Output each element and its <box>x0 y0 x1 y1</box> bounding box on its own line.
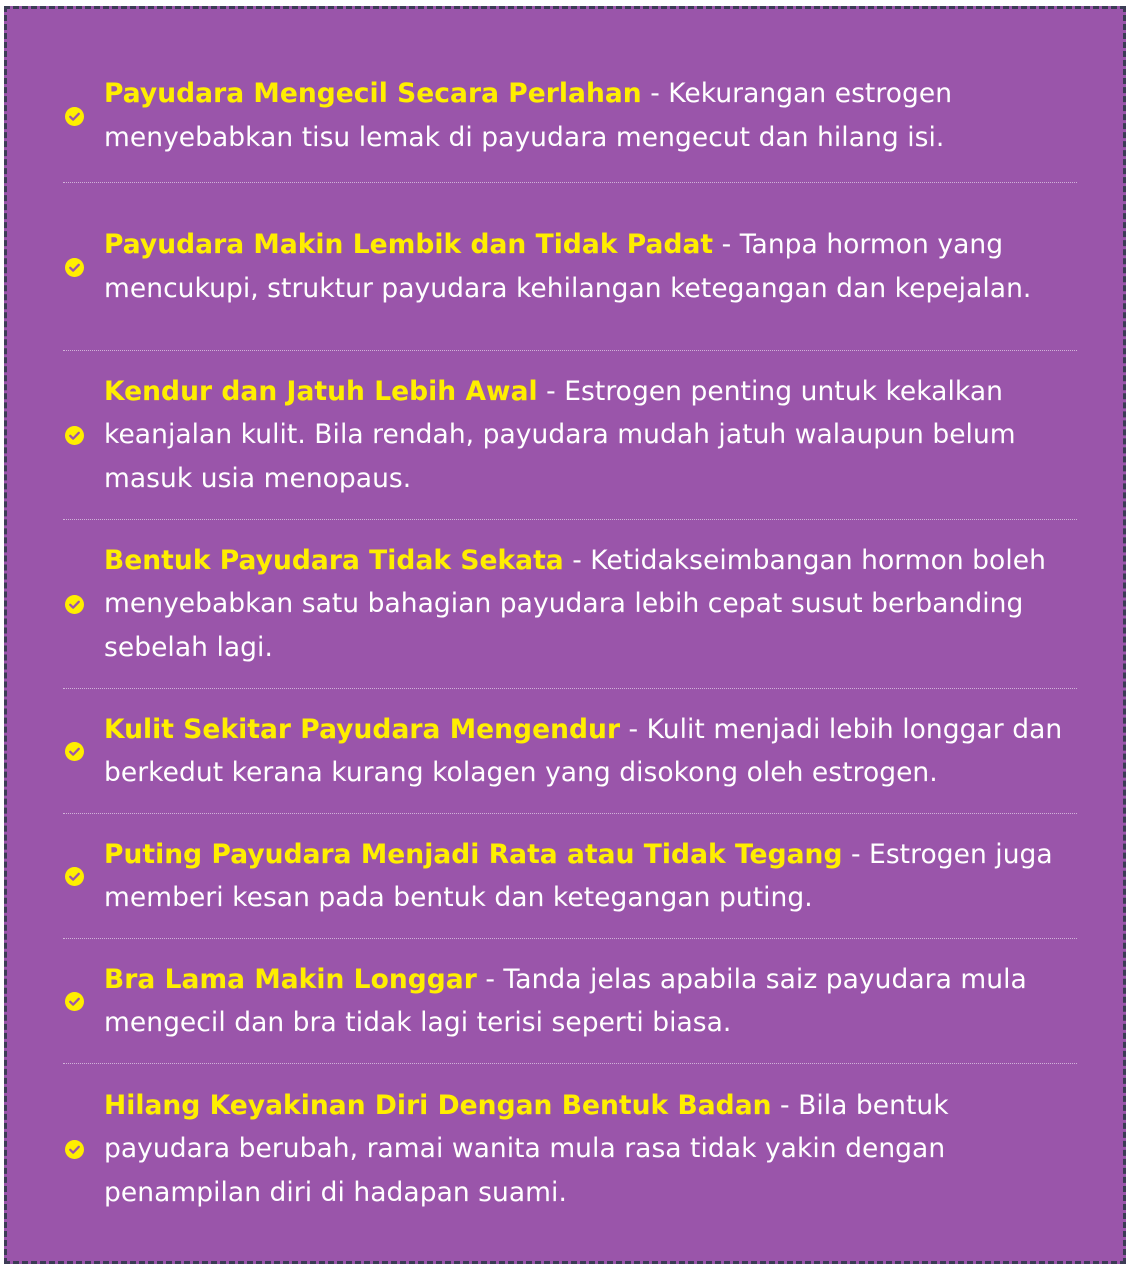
list-item <box>63 814 1077 939</box>
list-item <box>63 939 1077 1064</box>
list-item-text <box>104 708 1077 795</box>
check-circle-icon <box>65 992 84 1011</box>
check-circle-icon <box>65 258 84 277</box>
list-item-title: Bra Lama Makin Longgar <box>104 963 477 995</box>
list-item-text <box>104 72 1077 159</box>
list-item <box>63 49 1077 183</box>
check-circle-icon <box>65 107 84 126</box>
list-item-description: - Kekurangan estrogen menyebabkan tisu lemak di payudara mengecut dan hilang isi. <box>104 78 953 153</box>
list-item-description: - Tanpa hormon yang mencukupi, struktur payudara kehilangan ketegangan dan kepejalan. <box>104 229 1032 304</box>
list-item-text <box>104 1084 1077 1215</box>
symptom-list <box>63 49 1077 1234</box>
check-circle-icon <box>65 867 84 886</box>
list-item-title: Payudara Makin Lembik dan Tidak Padat <box>104 229 714 260</box>
check-circle-icon <box>65 595 84 614</box>
list-item-description: - Estrogen juga memberi kesan pada bentuk dan ketegangan puting. <box>104 838 1053 913</box>
list-item-description: - Estrogen penting untuk kekalkan keanjalan kulit. Bila rendah, payudara mudah jatuh walaupun belum masuk usia menopaus. <box>104 375 1016 494</box>
list-item-description: - Ketidakseimbangan hormon boleh menyebabkan satu bahagian payudara lebih cepat susut berbanding sebelah lagi. <box>104 544 1046 663</box>
list-item <box>63 1064 1077 1234</box>
list-item-title: Bentuk Payudara Tidak Sekata <box>104 544 564 576</box>
list-item-title: Payudara Mengecil Secara Perlahan <box>104 78 642 109</box>
list-item-text <box>104 958 1077 1045</box>
list-item-text <box>104 223 1077 310</box>
list-item-title: Hilang Keyakinan Diri Dengan Bentuk Badan <box>104 1089 772 1121</box>
list-item <box>63 520 1077 689</box>
list-item-description: - Tanda jelas apabila saiz payudara mula mengecil dan bra tidak lagi terisi seperti biasa. <box>104 963 1027 1038</box>
list-item-text <box>104 833 1077 920</box>
list-item-text <box>104 539 1077 670</box>
check-circle-icon <box>65 426 84 445</box>
list-item-description: - Kulit menjadi lebih longgar dan berkedut kerana kurang kolagen yang disokong oleh estrogen. <box>104 713 1063 788</box>
list-item-text <box>104 370 1077 501</box>
list-item <box>63 351 1077 520</box>
list-item-title: Kendur dan Jatuh Lebih Awal <box>104 375 538 407</box>
symptom-panel <box>4 6 1126 1264</box>
list-item-title: Puting Payudara Menjadi Rata atau Tidak Tegang <box>104 838 843 870</box>
check-circle-icon <box>65 742 84 761</box>
list-item <box>63 689 1077 814</box>
list-item <box>63 183 1077 351</box>
check-circle-icon <box>65 1140 84 1159</box>
list-item-description: - Bila bentuk payudara berubah, ramai wanita mula rasa tidak yakin dengan penampilan diri di hadapan suami. <box>104 1089 949 1208</box>
list-item-title: Kulit Sekitar Payudara Mengendur <box>104 713 621 745</box>
